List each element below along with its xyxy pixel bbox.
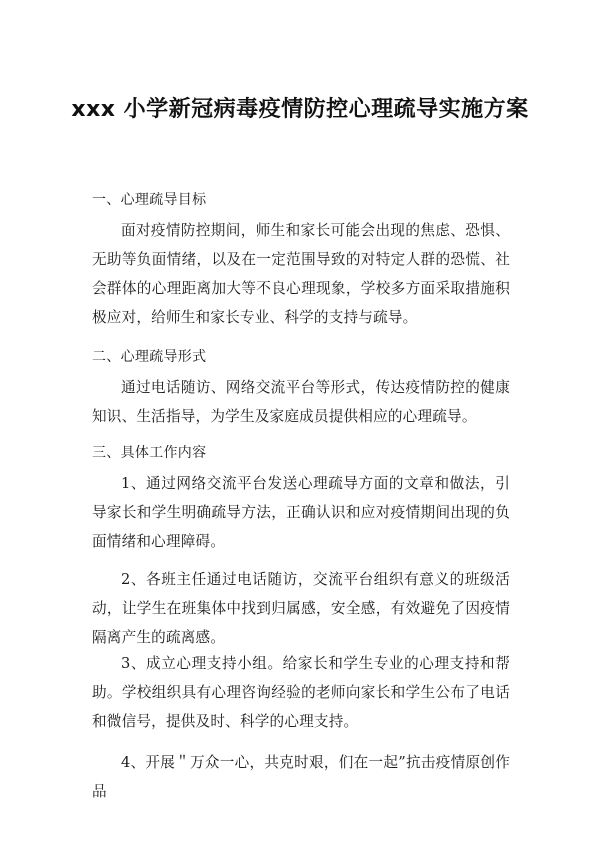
content-item-2: 2、各班主任通过电话随访，交流平台组织有意义的班级活动，让学生在班集体中找到归属感，安全感，有效避免了因疫情隔离产生的疏离感。 xyxy=(92,571,510,646)
section-heading-forms: 二、心理疏导形式 xyxy=(92,349,207,365)
content-item-3: 3、成立心理支持小组。给家长和学生专业的心理支持和帮助。学校组织具有心理咨询经验的老师向家长和学生公布了电话和微信号，提供及时、科学的心理支持。 xyxy=(92,655,510,730)
content-item-1: 1、通过网络交流平台发送心理疏导方面的文章和做法，引导家长和学生明确疏导方法，正确认识和应对疫情期间出现的负面情绪和心理障碍。 xyxy=(92,475,510,550)
content-item-4: 4、开展＂万众一心，共克时艰，们在一起”抗击疫情原创作品 xyxy=(92,754,510,800)
section-heading-goals: 一、心理疏导目标 xyxy=(92,192,207,208)
document-title: xxx 小学新冠病毒疫情防控心理疏导实施方案 xyxy=(71,97,529,122)
section-heading-content: 三、具体工作内容 xyxy=(92,445,207,461)
section-paragraph-forms: 通过电话随访、网络交流平台等形式，传达疫情防控的健康知识、生活指导，为学生及家庭成员提供相应的心理疏导。 xyxy=(92,379,510,425)
section-paragraph-goals: 面对疫情防控期间，师生和家长可能会出现的焦虑、恐惧、无助等负面情绪，以及在一定范围导致的对特定人群的恐慌、社会群体的心理距离加大等不良心理现象，学校多方面采取措施积极应对，给师生和家长专业、科学的支持与疏导。 xyxy=(92,222,510,326)
